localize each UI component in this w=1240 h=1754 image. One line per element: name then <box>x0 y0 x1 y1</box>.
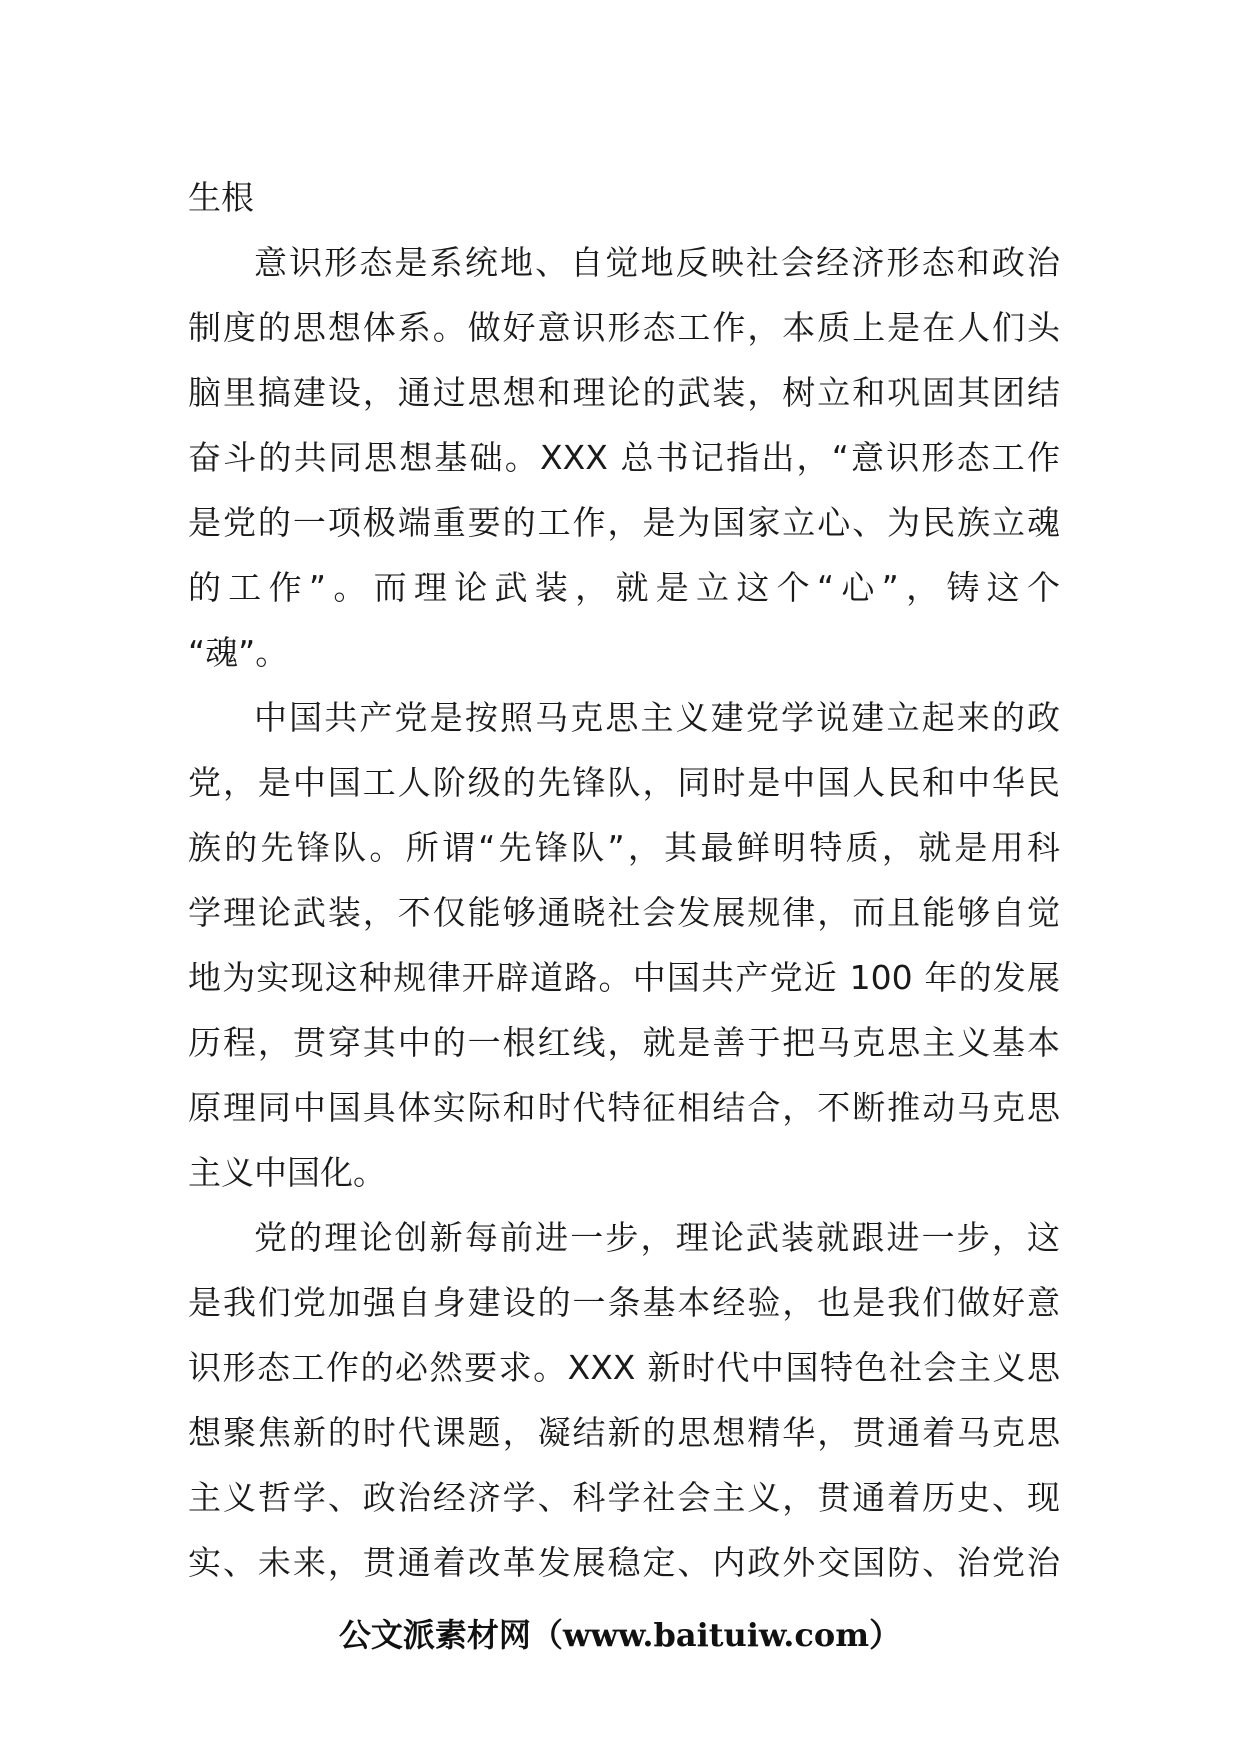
text-line: 党，是中国工人阶级的先锋队，同时是中国人民和中华民 <box>188 763 1060 802</box>
text-line: 中国共产党是按照马克思主义建党学说建立起来的政 <box>254 698 1060 737</box>
text-line: 主义哲学、政治经济学、科学社会主义，贯通着历史、现 <box>188 1478 1060 1517</box>
text-line: 学理论武装，不仅能够通晓社会发展规律，而且能够自觉 <box>188 893 1060 932</box>
text-line: 主义中国化。 <box>188 1153 386 1192</box>
text-line: 党的理论创新每前进一步，理论武装就跟进一步，这 <box>254 1218 1060 1257</box>
text-line: 族的先锋队。所谓“先锋队”，其最鲜明特质，就是用科 <box>188 828 1060 867</box>
text-line: 意识形态是系统地、自觉地反映社会经济形态和政治 <box>254 243 1060 282</box>
text-line: 奋斗的共同思想基础。XXX 总书记指出，“意识形态工作 <box>188 438 1060 477</box>
text-line: 的工作”。而理论武装，就是立这个“心”，铸这个 <box>188 568 1060 607</box>
text-line: 地为实现这种规律开辟道路。中国共产党近 100 年的发展 <box>188 958 1060 997</box>
text-line: “魂”。 <box>188 633 289 672</box>
text-line: 实、未来，贯通着改革发展稳定、内政外交国防、治党治 <box>188 1543 1060 1582</box>
text-line: 想聚焦新的时代课题，凝结新的思想精华，贯通着马克思 <box>188 1413 1060 1452</box>
text-line: 识形态工作的必然要求。XXX 新时代中国特色社会主义思 <box>188 1348 1060 1387</box>
footer-watermark: 公文派素材网（www.baituiw.com） <box>338 1616 902 1654</box>
text-line: 生根 <box>188 178 254 217</box>
text-line: 历程，贯穿其中的一根红线，就是善于把马克思主义基本 <box>188 1023 1060 1062</box>
text-line: 脑里搞建设，通过思想和理论的武装，树立和巩固其团结 <box>188 373 1060 412</box>
text-line: 是党的一项极端重要的工作，是为国家立心、为民族立魂 <box>188 503 1060 542</box>
text-line: 是我们党加强自身建设的一条基本经验，也是我们做好意 <box>188 1283 1060 1322</box>
document-body <box>188 165 1060 1595</box>
text-line: 制度的思想体系。做好意识形态工作，本质上是在人们头 <box>188 308 1060 347</box>
text-line: 原理同中国具体实际和时代特征相结合，不断推动马克思 <box>188 1088 1060 1127</box>
